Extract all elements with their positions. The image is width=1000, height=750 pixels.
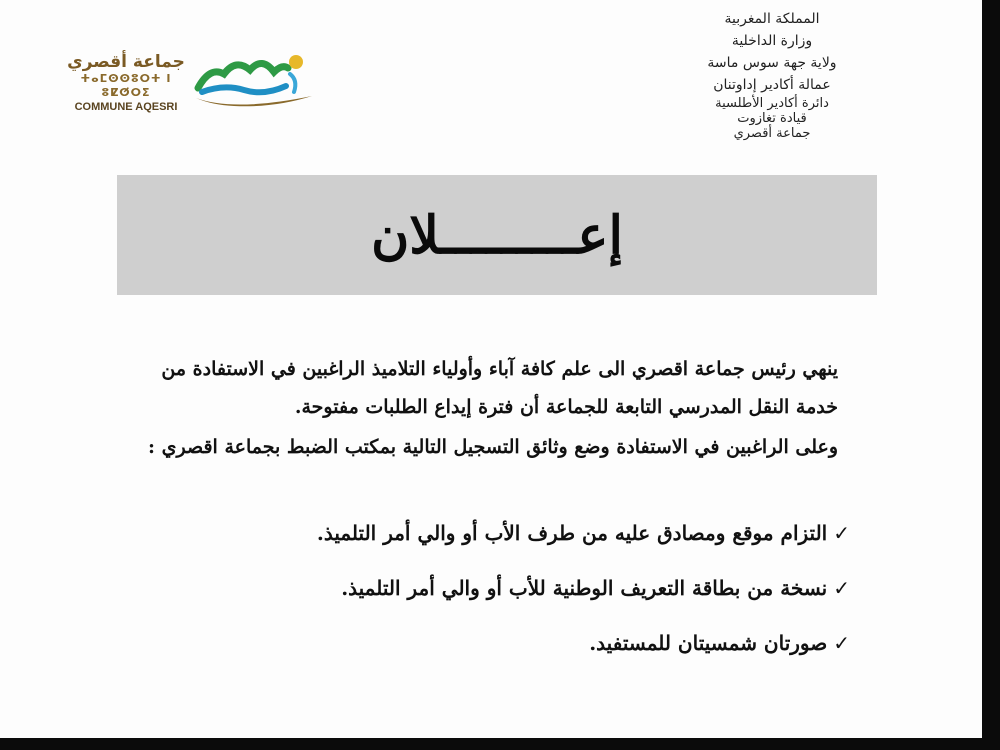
- announcement-body: [140, 350, 838, 462]
- list-item-text: صورتان شمسيتان للمستفيد.: [589, 630, 828, 655]
- checkmark-icon: ✓: [833, 575, 850, 600]
- header-line-commune: جماعة أقصري: [733, 126, 811, 141]
- body-paragraph-1: ينهي رئيس جماعة اقصري الى علم كافة آباء وأولياء التلاميذ الراغبين في الاستفادة من خدمة النقل المدرسي التابعة للجماعة أن فترة إيداع الطلبات مفتوحة.: [161, 358, 838, 418]
- mountains-sea-emblem-icon: [194, 48, 314, 110]
- header-line-wilaya: ولاية جهة سوس ماسة: [707, 55, 837, 71]
- logo-arabic-name: جماعة أقصري: [67, 52, 185, 72]
- list-item: [200, 615, 850, 670]
- title-band: [117, 175, 877, 295]
- scan-edge-right: [982, 0, 1000, 750]
- list-item-text: التزام موقع ومصادق عليه من طرف الأب أو والي أمر التلميذ.: [316, 520, 828, 545]
- checkmark-icon: ✓: [833, 630, 850, 655]
- logo-french-name: COMMUNE AQESRI: [74, 101, 178, 113]
- list-item-text: نسخة من بطاقة التعريف الوطنية للأب أو والي أمر التلميذ.: [341, 575, 828, 600]
- body-paragraph-2: وعلى الراغبين في الاستفادة وضع وثائق التسجيل التالية بمكتب الضبط بجماعة اقصري :: [148, 436, 838, 458]
- header-line-kingdom: المملكة المغربية: [724, 11, 820, 27]
- header-line-prefecture: عمالة أكادير إداوتنان: [713, 77, 831, 93]
- administrative-header: [642, 8, 902, 141]
- logo-tifinagh-name: ⵜⴰⵎⵙⵙⵓⵔⵜ ⵏ ⵓⵇⵚⵔⵉ: [80, 72, 172, 99]
- logo-wordmark: [62, 52, 190, 114]
- checkmark-icon: ✓: [833, 520, 850, 545]
- scan-edge-bottom: [0, 738, 982, 750]
- page-title: إعـــــــــلان: [371, 204, 623, 266]
- list-item: [200, 505, 850, 560]
- list-item: [200, 560, 850, 615]
- header-line-district: دائرة أكادير الأطلسية: [715, 96, 829, 111]
- header-line-ministry: وزارة الداخلية: [731, 33, 813, 49]
- commune-logo: [62, 48, 322, 118]
- header-line-caidat: قيادة تغازوت: [737, 111, 807, 126]
- required-documents-list: [200, 505, 850, 670]
